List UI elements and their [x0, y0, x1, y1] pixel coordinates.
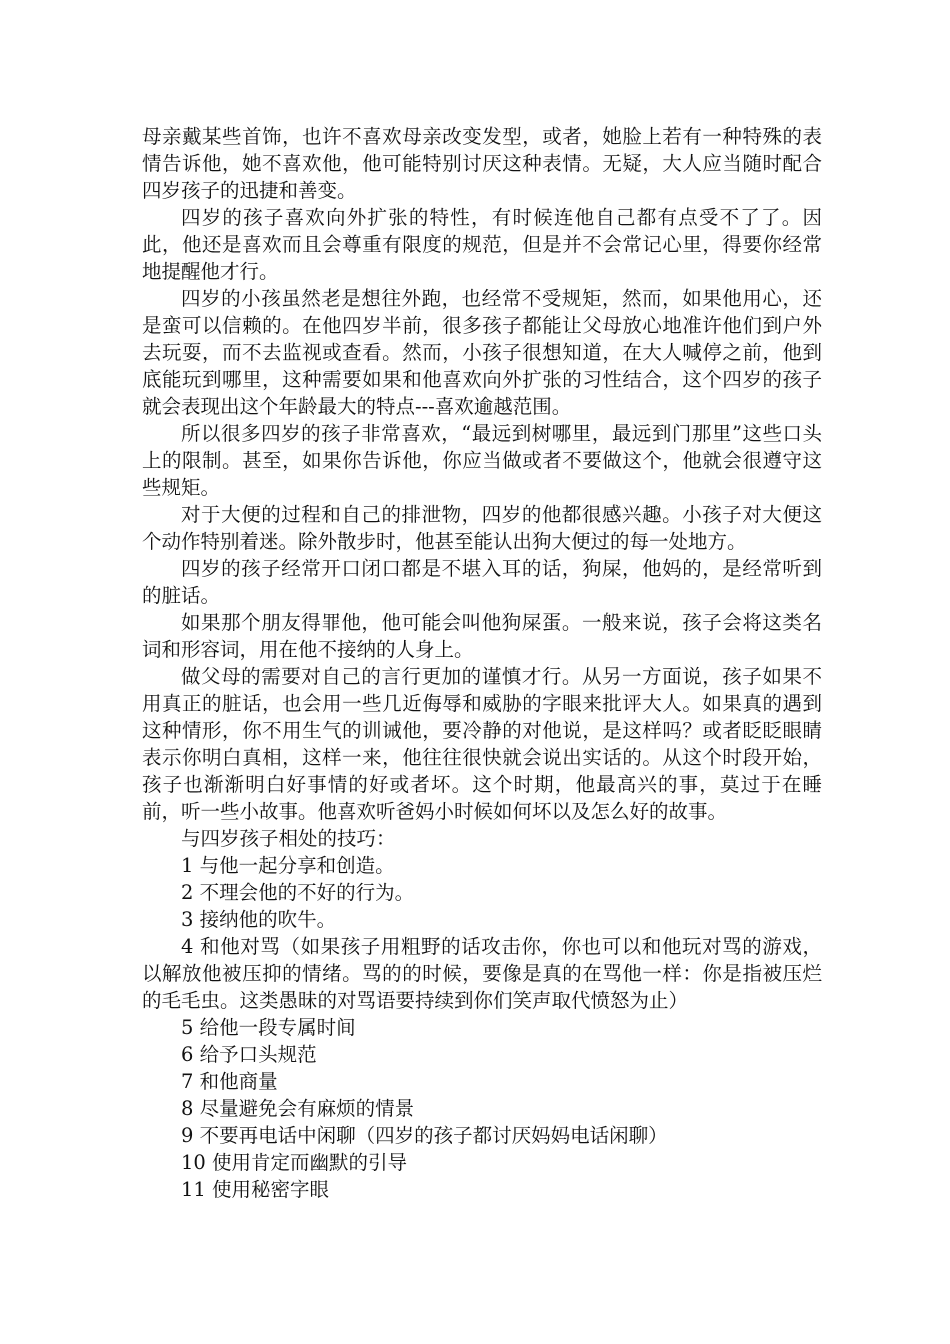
tips-heading: 与四岁孩子相处的技巧：	[181, 827, 396, 850]
paragraph: 做父母的需要对自己的言行更加的谨慎才行。从另一方面说，孩子如果不用真正的脏话，也会用一些几近侮辱和威胁的字眼来批评大人。如果真的遇到这种情形，你不用生气的训诫他，要冷静的对他说，是这样吗？或者眨眨眼睛表示你明白真相，这样一来，他往往很快就会说出实话的。从这个时段开始，孩子也渐渐明白好事情的好或者坏。这个时期，他最高兴的事，莫过于在睡前，听一些小故事。他喜欢听爸妈小时候如何坏以及怎么好的故事。	[142, 665, 822, 823]
list-item: 8 尽量避免会有麻烦的情景	[181, 1097, 415, 1120]
list-item: 10 使用肯定而幽默的引导	[181, 1151, 408, 1174]
list-item: 2 不理会他的不好的行为。	[181, 881, 415, 904]
list-item: 6 给予口头规范	[181, 1043, 317, 1066]
list-item: 5 给他一段专属时间	[181, 1016, 356, 1039]
paragraph: 对于大便的过程和自己的排泄物，四岁的他都很感兴趣。小孩子对大便这个动作特别着迷。除外散步时，他甚至能认出狗大便过的每一处地方。	[142, 503, 822, 553]
paragraph: 如果那个朋友得罪他，他可能会叫他狗屎蛋。一般来说，孩子会将这类名词和形容词，用在他不接纳的人身上。	[142, 611, 822, 661]
paragraph: 所以很多四岁的孩子非常喜欢，“最远到树哪里，最远到门那里”这些口头上的限制。甚至，如果你告诉他，你应当做或者不要做这个，他就会很遵守这些规矩。	[142, 422, 822, 499]
tips-list	[142, 852, 822, 1203]
list-item: 7 和他商量	[181, 1070, 278, 1093]
paragraph: 四岁的孩子喜欢向外扩张的特性，有时候连他自己都有点受不了了。因此，他还是喜欢而且会尊重有限度的规范，但是并不会常记心里，得要你经常地提醒他才行。	[142, 206, 822, 283]
paragraph: 四岁的孩子经常开口闭口都是不堪入耳的话，狗屎，他妈的，是经常听到的脏话。	[142, 557, 822, 607]
list-item: 9 不要再电话中闲聊（四岁的孩子都讨厌妈妈电话闲聊）	[181, 1124, 668, 1147]
list-item: 4 和他对骂（如果孩子用粗野的话攻击你，你也可以和他玩对骂的游戏，以解放他被压抑的情绪。骂的的时候，要像是真的在骂他一样：你是指被压烂的毛毛虫。这类愚昧的对骂语要持续到你们笑声取代愤怒为止）	[142, 935, 822, 1012]
list-item: 3 接纳他的吹牛。	[181, 908, 337, 931]
list-item: 11 使用秘密字眼	[181, 1178, 330, 1201]
list-item: 1 与他一起分享和创造。	[181, 854, 395, 877]
document-page	[142, 123, 822, 1203]
paragraph: 母亲戴某些首饰，也许不喜欢母亲改变发型，或者，她脸上若有一种特殊的表情告诉他，她不喜欢他，他可能特别讨厌这种表情。无疑，大人应当随时配合四岁孩子的迅捷和善变。	[142, 125, 822, 202]
paragraph: 四岁的小孩虽然老是想往外跑，也经常不受规矩，然而，如果他用心，还是蛮可以信赖的。在他四岁半前，很多孩子都能让父母放心地准许他们到户外去玩耍，而不去监视或查看。然而，小孩子很想知道，在大人喊停之前，他到底能玩到哪里，这种需要如果和他喜欢向外扩张的习性结合，这个四岁的孩子就会表现出这个年龄最大的特点---喜欢逾越范围。	[142, 287, 822, 418]
